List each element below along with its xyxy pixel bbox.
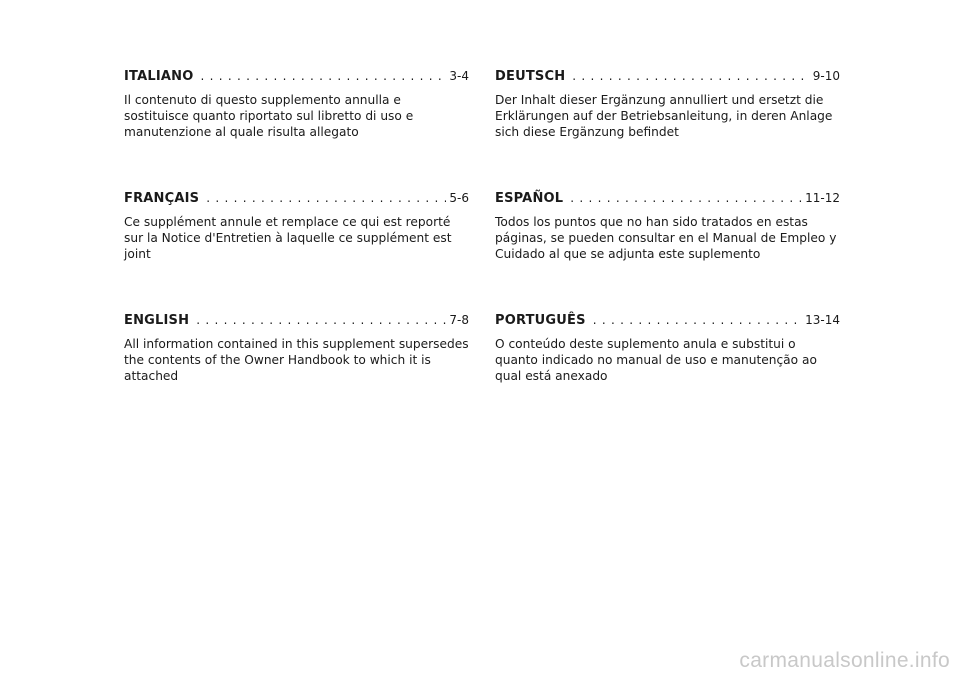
toc-description: Der Inhalt dieser Ergänzung annulliert und ersetzt die Erklärungen auf der Betriebsanleitung, in deren Anlage sich diese Ergänzung befindet xyxy=(495,93,833,139)
toc-title: ENGLISH xyxy=(124,313,190,328)
toc-title: DEUTSCH xyxy=(495,69,566,84)
toc-page-range: 11-12 xyxy=(805,191,840,205)
toc-leader-dots xyxy=(206,190,446,206)
toc-entry xyxy=(495,68,840,85)
toc-section-francais xyxy=(124,190,469,262)
toc-title: ESPAÑOL xyxy=(495,191,564,206)
toc-page-range: 3-4 xyxy=(449,69,469,83)
toc-page-range: 13-14 xyxy=(805,313,840,327)
toc-description: Il contenuto di questo supplemento annulla e sostituisce quanto riportato sul libretto di uso e manutenzione al quale risulta allegato xyxy=(124,93,414,139)
toc-section-italiano xyxy=(124,68,469,140)
toc-leader-dots xyxy=(570,190,802,206)
toc-leader-dots xyxy=(196,312,446,328)
toc-page-range: 7-8 xyxy=(449,313,469,327)
toc-page-range: 9-10 xyxy=(812,69,840,83)
toc-title: FRANÇAIS xyxy=(124,191,200,206)
toc-section-espanol xyxy=(495,190,840,262)
toc-title: ITALIANO xyxy=(124,69,194,84)
toc-entry xyxy=(495,312,840,329)
toc-section-deutsch xyxy=(495,68,840,140)
toc-section-english xyxy=(124,312,469,384)
toc-leader-dots xyxy=(572,68,809,84)
toc-description: Todos los puntos que no han sido tratados en estas páginas, se pueden consultar en el Manual de Empleo y Cuidado al que se adjunta este suplemento xyxy=(495,215,837,261)
toc-page-range: 5-6 xyxy=(449,191,469,205)
toc-entry xyxy=(124,68,469,85)
toc-title: PORTUGUÊS xyxy=(495,313,586,328)
toc-description: O conteúdo deste suplemento anula e substitui o quanto indicado no manual de uso e manutenção ao qual está anexado xyxy=(495,337,817,383)
toc-description: All information contained in this supplement supersedes the contents of the Owner Handbook to which it is attached xyxy=(124,337,469,383)
toc-entry xyxy=(495,190,840,207)
toc-entry xyxy=(124,312,469,329)
toc-leader-dots xyxy=(200,68,446,84)
toc-section-portugues xyxy=(495,312,840,384)
toc-description: Ce supplément annule et remplace ce qui est reporté sur la Notice d'Entretien à laquelle ce supplément est joint xyxy=(124,215,452,261)
left-column xyxy=(124,68,469,434)
right-column xyxy=(495,68,840,434)
watermark: carmanualsonline.info xyxy=(739,649,950,672)
toc-entry xyxy=(124,190,469,207)
toc-leader-dots xyxy=(593,312,802,328)
